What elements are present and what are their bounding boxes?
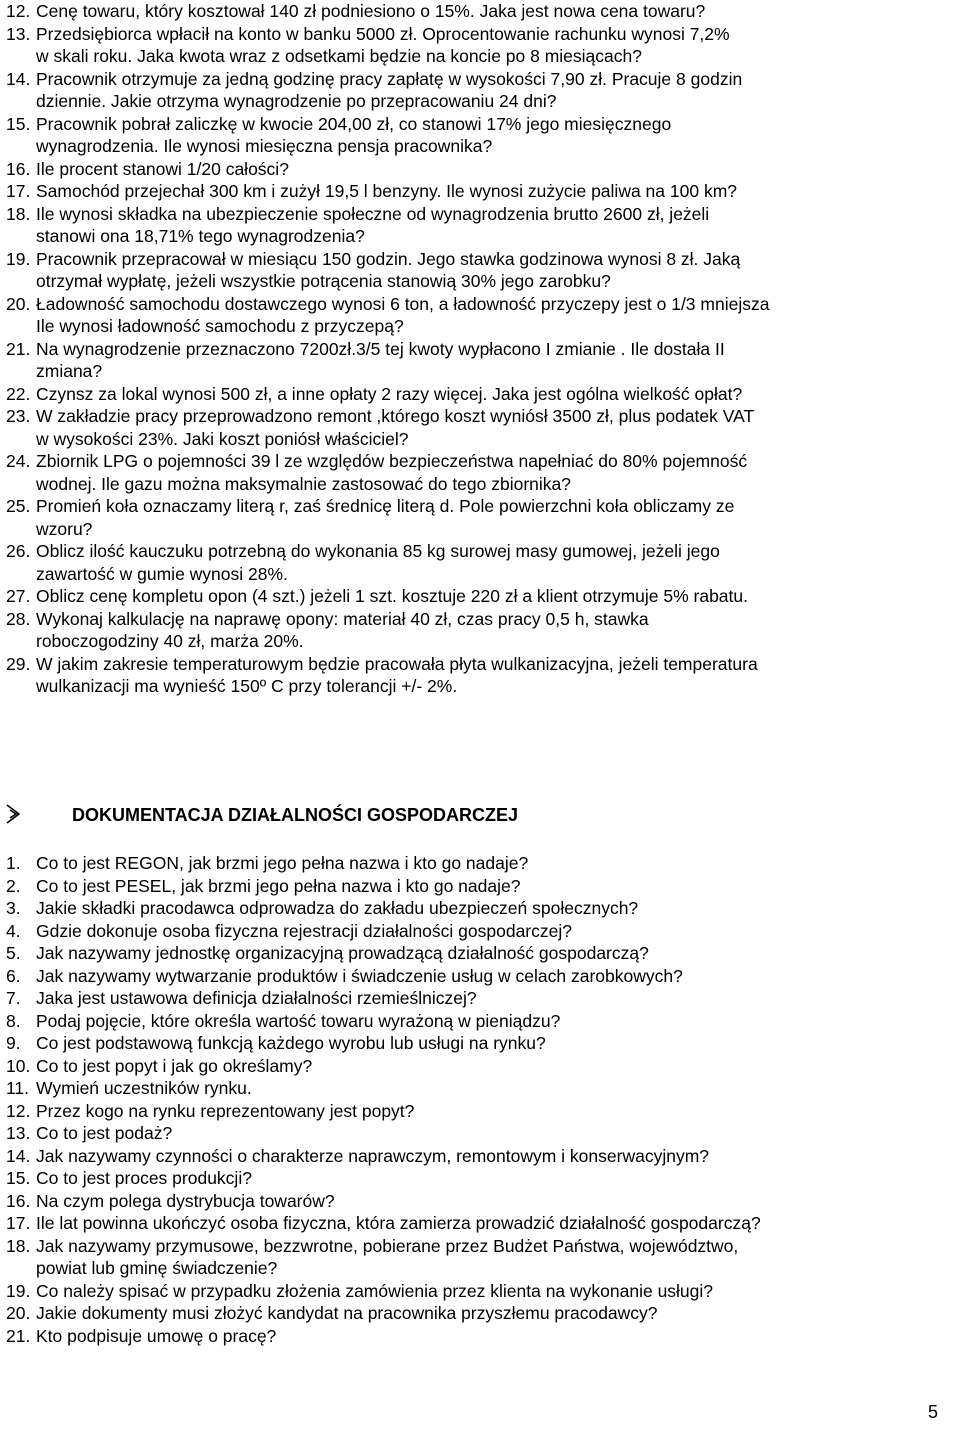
list-item-line: zawartość w gumie wynosi 28%.	[36, 563, 288, 584]
list-item-text	[0, 405, 960, 450]
list-item-line: Co to jest PESEL, jak brzmi jego pełna nazwa i kto go nadaje?	[36, 875, 521, 896]
list-item-line: zmiana?	[36, 361, 103, 381]
list-item-line: dziennie. Jakie otrzyma wynagrodzenie po przepracowaniu 24 dni?	[36, 91, 557, 111]
list-item-number: 2.	[6, 875, 21, 896]
list-item-line: Cenę towaru, który kosztował 140 zł podniesiono o 15%. Jaka jest nowa cena towaru?	[36, 1, 706, 21]
list-item	[0, 450, 960, 495]
list-item-line: wzoru?	[36, 518, 93, 539]
list-item-line: Gdzie dokonuje osoba fizyczna rejestracji działalności gospodarczej?	[36, 920, 572, 941]
list-item-line: w skali roku. Jaka kwota wraz z odsetkami będzie na koncie po 8 miesiącach?	[36, 46, 642, 66]
list-item	[0, 608, 960, 653]
list-item-number: 21.	[6, 338, 31, 359]
list-item	[0, 1302, 960, 1325]
list-item-line: Oblicz cenę kompletu opon (4 szt.) jeżeli 1 szt. kosztuje 220 zł a klient otrzymuje 5% rabatu.	[36, 586, 748, 606]
list-item	[0, 338, 960, 383]
list-item-text	[0, 1032, 960, 1055]
list-item	[0, 1032, 960, 1055]
list-item-line: W zakładzie pracy przeprowadzono remont ,którego koszt wyniósł 3500 zł, plus podatek VAT	[36, 406, 755, 426]
list-item-text	[0, 1100, 960, 1123]
list-item	[0, 1212, 960, 1235]
list-item	[0, 920, 960, 943]
list-item-number: 12.	[6, 1, 31, 21]
list-item	[0, 1077, 960, 1100]
list-item-text	[0, 540, 960, 585]
list-item-line: Samochód przejechał 300 km i zużył 19,5 l benzyny. Ile wynosi zużycie paliwa na 100 km?	[36, 181, 737, 201]
list-item-text	[0, 113, 960, 158]
list-item-text	[0, 987, 960, 1010]
list-item-line: Na wynagrodzenie przeznaczono 7200zł.3/5 tej kwoty wypłacono I zmianie . Ile dostała II	[36, 338, 725, 359]
list-item-line: Jakie składki pracodawca odprowadza do zakładu ubezpieczeń społecznych?	[36, 898, 639, 918]
list-item-text	[0, 383, 960, 406]
list-item-text	[0, 180, 960, 203]
list-item	[0, 1235, 960, 1280]
list-item	[0, 897, 960, 920]
list-item-number: 5.	[6, 943, 21, 963]
list-item-text	[0, 920, 960, 943]
list-item-number: 3.	[6, 898, 21, 918]
list-item	[0, 965, 960, 988]
list-item	[0, 293, 960, 338]
list-item-text	[0, 1145, 960, 1168]
list-item-number: 4.	[6, 920, 21, 941]
list-item-number: 23.	[6, 406, 31, 426]
list-item-number: 16.	[6, 158, 31, 179]
list-item-line: W jakim zakresie temperaturowym będzie pracowała płyta wulkanizacyjna, jeżeli temperatura	[36, 653, 758, 674]
list-item-number: 29.	[6, 653, 31, 674]
list-item	[0, 875, 960, 898]
list-item-number: 17.	[6, 181, 31, 201]
list-item-line: Na czym polega dystrybucja towarów?	[36, 1190, 335, 1211]
list-item-number: 22.	[6, 383, 31, 404]
calculation-questions-list	[0, 0, 960, 698]
list-item-number: 21.	[6, 1325, 31, 1346]
list-item-text	[0, 965, 960, 988]
list-item-line: Co to jest popyt i jak go określamy?	[36, 1055, 313, 1076]
list-item-text	[0, 1235, 960, 1280]
list-item-line: stanowi ona 18,71% tego wynagrodzenia?	[36, 226, 365, 246]
list-item-text	[0, 293, 960, 338]
list-item-line: Podaj pojęcie, które określa wartość towaru wyrażoną w pieniądzu?	[36, 1010, 561, 1031]
list-item-text	[0, 897, 960, 920]
list-item-line: Kto podpisuje umowę o pracę?	[36, 1325, 277, 1346]
list-item-number: 28.	[6, 608, 31, 629]
list-item-line: Przedsiębiorca wpłacił na konto w banku 5000 zł. Oprocentowanie rachunku wynosi 7,2%	[36, 23, 730, 44]
list-item	[0, 1190, 960, 1213]
list-item-text	[0, 495, 960, 540]
list-item-line: wynagrodzenia. Ile wynosi miesięczna pensja pracownika?	[36, 136, 493, 156]
list-item-text	[0, 1190, 960, 1213]
list-item-line: wodnej. Ile gazu można maksymalnie zastosować do tego zbiornika?	[36, 473, 572, 494]
page-number: 5	[927, 1402, 938, 1422]
list-item-line: Ile lat powinna ukończyć osoba fizyczna, która zamierza prowadzić działalność gospodarczą?	[36, 1213, 761, 1233]
list-item	[0, 1055, 960, 1078]
list-item	[0, 0, 960, 23]
list-item-text	[0, 338, 960, 383]
list-item	[0, 495, 960, 540]
list-item	[0, 203, 960, 248]
list-item-number: 19.	[6, 1280, 31, 1301]
list-item-line: Ładowność samochodu dostawczego wynosi 6 ton, a ładowność przyczepy jest o 1/3 mniejsza	[36, 293, 770, 314]
list-item	[0, 1122, 960, 1145]
list-item-number: 13.	[6, 23, 31, 44]
list-item-text	[0, 1212, 960, 1235]
list-item-line: Co to jest podaż?	[36, 1123, 173, 1143]
list-item-text	[0, 608, 960, 653]
list-item-line: Jakie dokumenty musi złożyć kandydat na pracownika przyszłemu pracodawcy?	[36, 1303, 658, 1323]
list-item-number: 14.	[6, 1145, 31, 1166]
list-item-line: w wysokości 23%. Jaki koszt poniósł właściciel?	[36, 428, 409, 449]
list-item-text	[0, 653, 960, 698]
list-item-number: 15.	[6, 113, 31, 134]
list-item-line: Ile wynosi ładowność samochodu z przyczepą?	[36, 316, 404, 336]
list-item-text	[0, 1280, 960, 1303]
list-item-text	[0, 248, 960, 293]
list-item-number: 25.	[6, 496, 31, 516]
list-item-number: 27.	[6, 586, 31, 606]
list-item-text	[0, 852, 960, 875]
list-item-number: 11.	[6, 1078, 30, 1098]
list-item	[0, 585, 960, 608]
list-item-number: 19.	[6, 248, 31, 269]
list-item-line: Co należy spisać w przypadku złożenia zamówienia przez klienta na wykonanie usługi?	[36, 1280, 714, 1301]
list-item	[0, 68, 960, 113]
list-item-line: otrzymał wypłatę, jeżeli wszystkie potrącenia stanowią 30% jego zarobku?	[36, 271, 611, 291]
list-item-line: Jak nazywamy czynności o charakterze naprawczym, remontowym i konserwacyjnym?	[36, 1145, 710, 1166]
list-item-line: Co to jest REGON, jak brzmi jego pełna nazwa i kto go nadaje?	[36, 853, 529, 873]
arrowhead-bullet-icon	[6, 804, 20, 824]
list-item	[0, 1325, 960, 1348]
list-item	[0, 1280, 960, 1303]
list-item-line: Jak nazywamy jednostkę organizacyjną prowadzącą działalność gospodarczą?	[36, 943, 649, 963]
list-item	[0, 653, 960, 698]
list-item-text	[0, 1302, 960, 1325]
list-item-number: 18.	[6, 203, 31, 224]
list-item-text	[0, 158, 960, 181]
list-item-line: Jak nazywamy wytwarzanie produktów i świadczenie usług w celach zarobkowych?	[36, 965, 683, 986]
list-item-line: powiat lub gminę świadczenie?	[36, 1258, 278, 1278]
list-item-line: Oblicz ilość kauczuku potrzebną do wykonania 85 kg surowej masy gumowej, jeżeli jego	[36, 541, 720, 561]
list-item-line: Zbiornik LPG o pojemności 39 l ze względów bezpieczeństwa napełniać do 80% pojemność	[36, 451, 748, 471]
list-item-line: Pracownik pobrał zaliczkę w kwocie 204,00 zł, co stanowi 17% jego miesięcznego	[36, 113, 672, 134]
list-item-line: wulkanizacji ma wynieść 150º C przy tolerancji +/- 2%.	[36, 676, 458, 696]
list-item	[0, 180, 960, 203]
list-item-line: Jak nazywamy przymusowe, bezzwrotne, pobierane przez Budżet Państwa, województwo,	[36, 1235, 739, 1256]
list-item-line: Czynsz za lokal wynosi 500 zł, a inne opłaty 2 razy więcej. Jaka jest ogólna wielkość opłat?	[36, 383, 743, 404]
list-item-text	[0, 1167, 960, 1190]
list-item-line: Ile wynosi składka na ubezpieczenie społeczne od wynagrodzenia brutto 2600 zł, jeżeli	[36, 203, 710, 224]
list-item-text	[0, 68, 960, 113]
list-item	[0, 1167, 960, 1190]
section-heading-text: DOKUMENTACJA DZIAŁALNOŚCI GOSPODARCZEJ	[72, 805, 519, 825]
list-item-number: 17.	[6, 1213, 31, 1233]
list-item-number: 15.	[6, 1168, 31, 1188]
list-item-line: Jaka jest ustawowa definicja działalności rzemieślniczej?	[36, 988, 477, 1008]
list-item	[0, 1145, 960, 1168]
list-item	[0, 1010, 960, 1033]
list-item-line: Wykonaj kalkulację na naprawę opony: materiał 40 zł, czas pracy 0,5 h, stawka	[36, 608, 649, 629]
list-item	[0, 383, 960, 406]
list-item-number: 16.	[6, 1190, 31, 1211]
list-item-line: Promień koła oznaczamy literą r, zaś średnicę literą d. Pole powierzchni koła obliczamy ze	[36, 496, 735, 516]
list-item-line: Ile procent stanowi 1/20 całości?	[36, 158, 289, 179]
list-item	[0, 987, 960, 1010]
list-item-number: 14.	[6, 68, 31, 89]
list-item-number: 6.	[6, 965, 21, 986]
list-item-text	[0, 875, 960, 898]
list-item-number: 20.	[6, 293, 31, 314]
list-item-text	[0, 1122, 960, 1145]
list-item-number: 26.	[6, 541, 31, 561]
list-item-number: 10.	[6, 1055, 31, 1076]
list-item	[0, 23, 960, 68]
list-item-number: 18.	[6, 1235, 31, 1256]
list-item-text	[0, 23, 960, 68]
list-item	[0, 158, 960, 181]
list-item	[0, 248, 960, 293]
list-item-line: Co to jest proces produkcji?	[36, 1168, 252, 1188]
list-item-number: 12.	[6, 1100, 31, 1121]
list-item-text	[0, 1325, 960, 1348]
list-item	[0, 852, 960, 875]
list-item-text	[0, 450, 960, 495]
list-item	[0, 113, 960, 158]
list-item	[0, 405, 960, 450]
list-item-line: Przez kogo na rynku reprezentowany jest popyt?	[36, 1100, 415, 1121]
list-item	[0, 540, 960, 585]
list-item-number: 24.	[6, 451, 31, 471]
list-item-text	[0, 1077, 960, 1100]
list-item-line: Pracownik przepracował w miesiącu 150 godzin. Jego stawka godzinowa wynosi 8 zł. Jaką	[36, 248, 741, 269]
list-item-number: 9.	[6, 1033, 21, 1053]
list-item-text	[0, 585, 960, 608]
list-item	[0, 942, 960, 965]
list-item-text	[0, 1010, 960, 1033]
list-item-line: roboczogodziny 40 zł, marża 20%.	[36, 631, 304, 651]
list-item-line: Wymień uczestników rynku.	[36, 1078, 252, 1098]
section-heading	[0, 803, 960, 827]
list-item-text	[0, 1055, 960, 1078]
list-item-line: Pracownik otrzymuje za jedną godzinę pracy zapłatę w wysokości 7,90 zł. Pracuje 8 godzin	[36, 68, 743, 89]
list-item-number: 13.	[6, 1123, 31, 1143]
list-item-number: 7.	[6, 988, 21, 1008]
list-item-line: Co jest podstawową funkcją każdego wyrobu lub usługi na rynku?	[36, 1033, 546, 1053]
list-item-text	[0, 942, 960, 965]
list-item-number: 1.	[6, 853, 21, 873]
list-item-text	[0, 203, 960, 248]
business-documentation-questions-list	[0, 852, 960, 1347]
list-item	[0, 1100, 960, 1123]
list-item-number: 8.	[6, 1010, 21, 1031]
list-item-number: 20.	[6, 1303, 31, 1323]
list-item-text	[0, 0, 960, 23]
